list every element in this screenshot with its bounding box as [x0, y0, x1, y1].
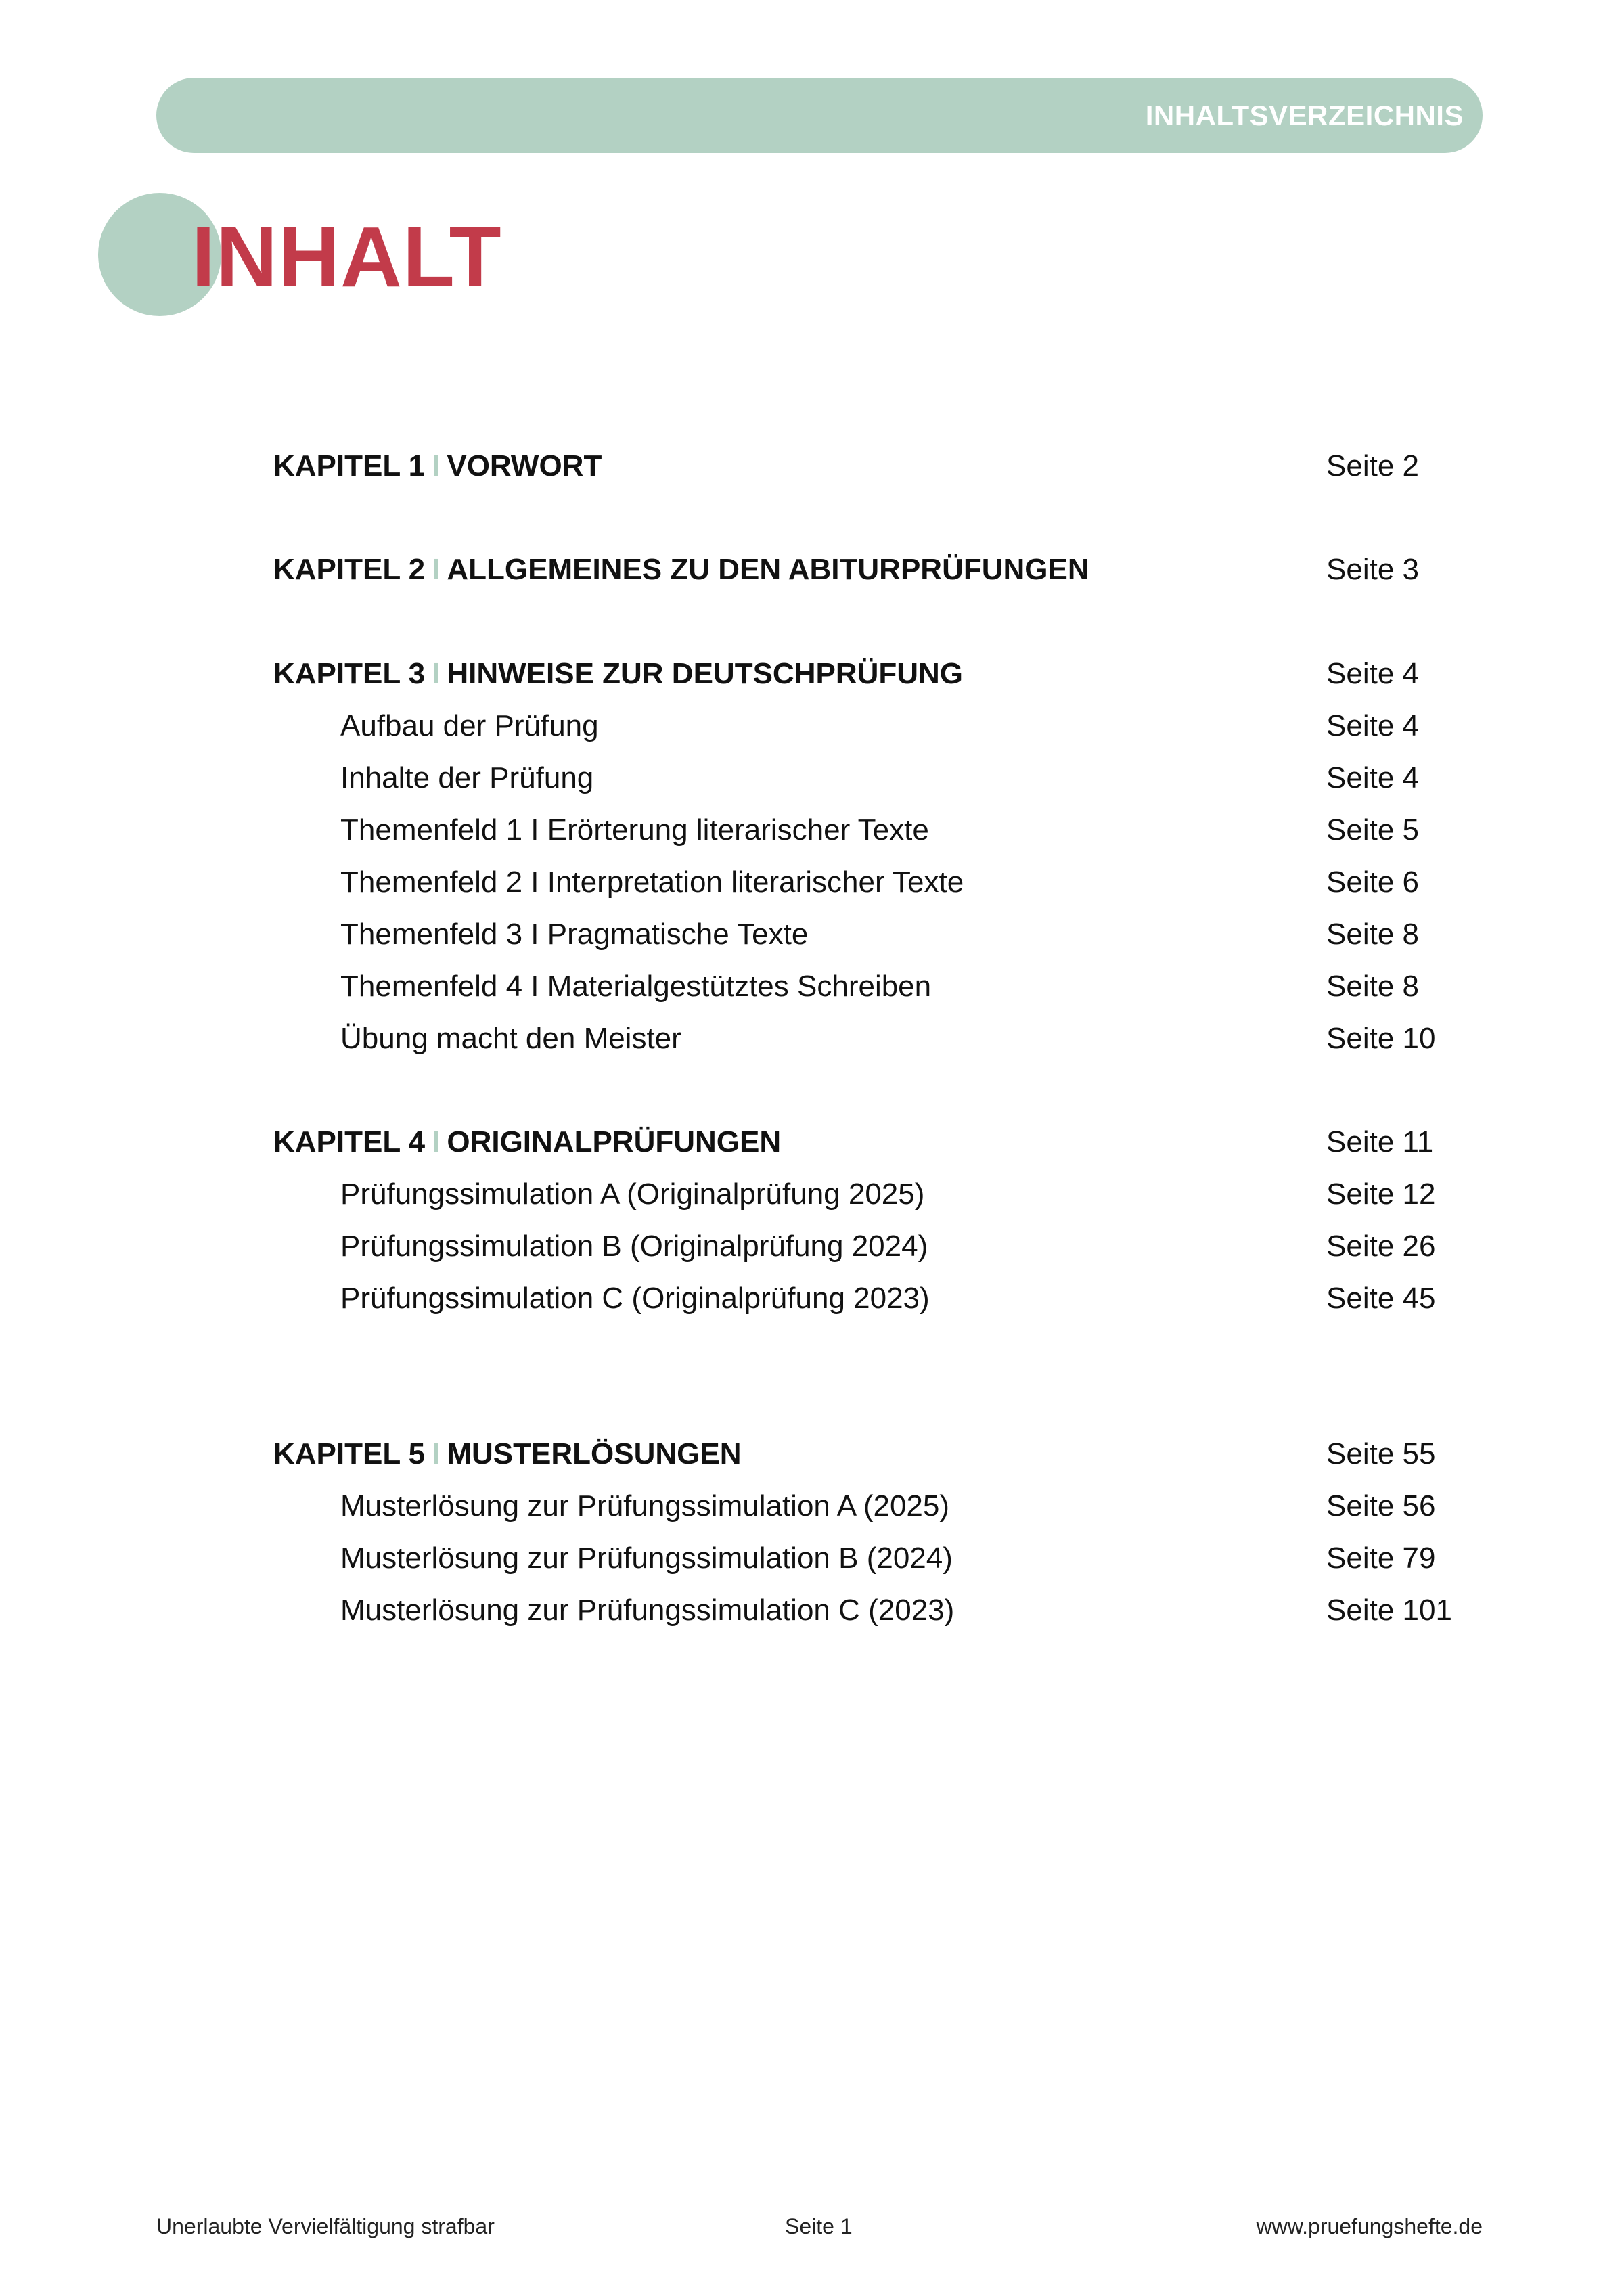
entry-page-number: Seite 8	[1326, 970, 1419, 1003]
chapter-page-number: Seite 55	[1326, 1437, 1436, 1470]
footer-website-link[interactable]: www.pruefungshefte.de	[1256, 2214, 1483, 2238]
entry-label: Prüfungssimulation C (Originalprüfung 2023)	[340, 1282, 930, 1315]
chapter-page-number: Seite 4	[1326, 657, 1419, 690]
toc-entry[interactable]	[0, 1168, 1624, 1220]
entry-label: Themenfeld 4 I Materialgestütztes Schreiben	[340, 970, 932, 1003]
toc-entry[interactable]	[0, 700, 1624, 752]
chapter-heading	[273, 543, 1089, 595]
entry-label: Themenfeld 3 I Pragmatische Texte	[340, 918, 809, 951]
entry-label: Musterlösung zur Prüfungssimulation A (2025)	[340, 1489, 950, 1523]
entry-label: Prüfungssimulation A (Originalprüfung 2025)	[340, 1177, 925, 1211]
entry-label: Musterlösung zur Prüfungssimulation C (2023)	[340, 1594, 955, 1627]
toc-entry[interactable]	[0, 856, 1624, 908]
footer-page-number: Seite 1	[785, 2214, 853, 2238]
entry-label: Übung macht den Meister	[340, 1022, 681, 1055]
toc-entry[interactable]	[0, 908, 1624, 960]
chapter-heading	[273, 1116, 781, 1168]
toc-entry[interactable]	[0, 804, 1624, 856]
entry-page-number: Seite 26	[1326, 1230, 1436, 1263]
chapter-page-number: Seite 11	[1326, 1125, 1434, 1158]
toc-entry[interactable]	[0, 1480, 1624, 1532]
toc-entry[interactable]	[0, 1584, 1624, 1636]
entry-label: Musterlösung zur Prüfungssimulation B (2024)	[340, 1541, 953, 1575]
entry-label: Prüfungssimulation B (Originalprüfung 2024)	[340, 1230, 928, 1263]
entry-label: Inhalte der Prüfung	[340, 761, 594, 794]
entry-page-number: Seite 6	[1326, 865, 1419, 899]
chapter-title: ALLGEMEINES ZU DEN ABITURPRÜFUNGEN	[447, 553, 1089, 586]
toc-entry[interactable]	[0, 1012, 1624, 1064]
chapter-number: KAPITEL 4	[273, 1125, 426, 1158]
entry-page-number: Seite 4	[1326, 709, 1419, 742]
entry-page-number: Seite 56	[1326, 1489, 1436, 1523]
chapter-heading	[273, 440, 602, 492]
toc-chapter-3[interactable]	[0, 648, 1624, 700]
chapter-separator: I	[432, 1125, 441, 1158]
chapter-page-number: Seite 2	[1326, 449, 1419, 482]
entry-label: Aufbau der Prüfung	[340, 709, 599, 742]
chapter-heading	[273, 648, 963, 700]
entry-page-number: Seite 45	[1326, 1282, 1436, 1315]
entry-page-number: Seite 101	[1326, 1594, 1452, 1627]
entry-page-number: Seite 12	[1326, 1177, 1436, 1211]
entry-label: Themenfeld 2 I Interpretation literarischer Texte	[340, 865, 964, 899]
footer-copyright-notice: Unerlaubte Vervielfältigung strafbar	[156, 2214, 495, 2238]
toc-chapter-5[interactable]	[0, 1428, 1624, 1480]
toc-entry[interactable]	[0, 1272, 1624, 1324]
entry-page-number: Seite 79	[1326, 1541, 1436, 1575]
chapter-separator: I	[432, 1437, 441, 1470]
chapter-separator: I	[432, 657, 441, 690]
chapter-heading	[273, 1428, 741, 1480]
chapter-number: KAPITEL 1	[273, 449, 426, 482]
chapter-title: ORIGINALPRÜFUNGEN	[447, 1125, 782, 1158]
toc-entry[interactable]	[0, 1532, 1624, 1584]
toc-entry[interactable]	[0, 1220, 1624, 1272]
toc-entry[interactable]	[0, 752, 1624, 804]
entry-page-number: Seite 5	[1326, 813, 1419, 847]
entry-page-number: Seite 8	[1326, 918, 1419, 951]
page-title: INHALT	[191, 209, 502, 305]
chapter-separator: I	[432, 553, 441, 586]
toc-entry[interactable]	[0, 960, 1624, 1012]
toc-chapter-4[interactable]	[0, 1116, 1624, 1168]
header-section-label: INHALTSVERZEICHNIS	[1145, 99, 1464, 131]
toc-chapter-2[interactable]	[0, 543, 1624, 595]
chapter-title: MUSTERLÖSUNGEN	[447, 1437, 742, 1470]
chapter-separator: I	[432, 449, 441, 482]
chapter-title: VORWORT	[447, 449, 602, 482]
toc-chapter-1[interactable]	[0, 440, 1624, 492]
entry-page-number: Seite 10	[1326, 1022, 1436, 1055]
entry-label: Themenfeld 1 I Erörterung literarischer Texte	[340, 813, 929, 847]
chapter-number: KAPITEL 3	[273, 657, 426, 690]
entry-page-number: Seite 4	[1326, 761, 1419, 794]
chapter-page-number: Seite 3	[1326, 553, 1419, 586]
chapter-number: KAPITEL 5	[273, 1437, 426, 1470]
chapter-number: KAPITEL 2	[273, 553, 426, 586]
chapter-title: HINWEISE ZUR DEUTSCHPRÜFUNG	[447, 657, 964, 690]
